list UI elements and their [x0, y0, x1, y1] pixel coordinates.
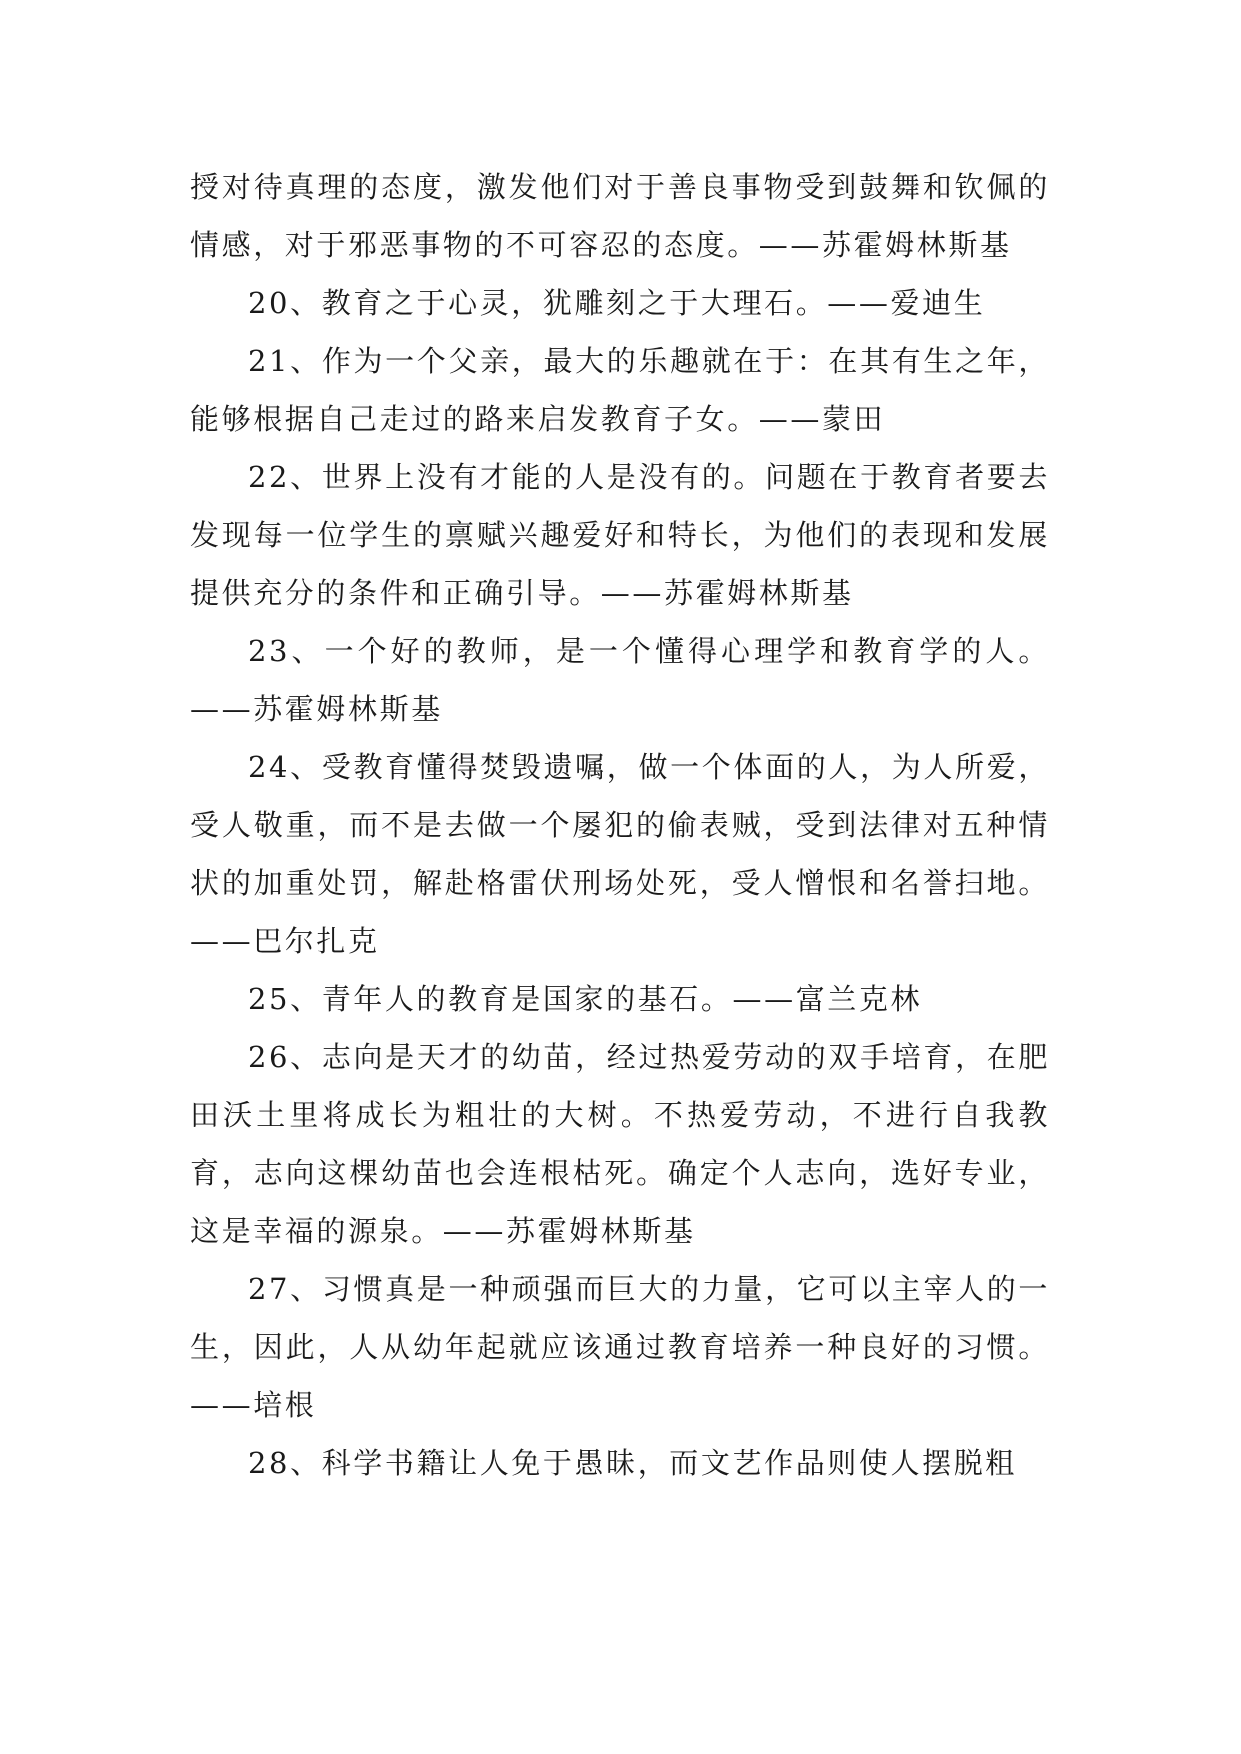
quote-24: 24、受教育懂得焚毁遗嘱，做一个体面的人，为人所爱，受人敬重，而不是去做一个屡犯的偷表贼，受到法律对五种情状的加重处罚，解赴格雷伏刑场处死，受人憎恨和名誉扫地。——巴尔扎克 — [190, 750, 1050, 958]
quote-20: 20、教育之于心灵，犹雕刻之于大理石。——爱迪生 — [248, 286, 986, 320]
quote-25: 25、青年人的教育是国家的基石。——富兰克林 — [248, 982, 923, 1016]
quote-22: 22、世界上没有才能的人是没有的。问题在于教育者要去发现每一位学生的禀赋兴趣爱好和特长，为他们的表现和发展提供充分的条件和正确引导。——苏霍姆林斯基 — [190, 460, 1050, 610]
quote-21: 21、作为一个父亲，最大的乐趣就在于：在其有生之年，能够根据自己走过的路来启发教育子女。——蒙田 — [190, 344, 1050, 436]
quote-26: 26、志向是天才的幼苗，经过热爱劳动的双手培育，在肥田沃土里将成长为粗壮的大树。不热爱劳动，不进行自我教育，志向这棵幼苗也会连根枯死。确定个人志向，选好专业，这是幸福的源泉。——苏霍姆林斯基 — [190, 1040, 1050, 1248]
quote-28: 28、科学书籍让人免于愚昧，而文艺作品则使人摆脱粗 — [248, 1446, 1017, 1480]
quote-27: 27、习惯真是一种顽强而巨大的力量，它可以主宰人的一生，因此，人从幼年起就应该通过教育培养一种良好的习惯。——培根 — [190, 1272, 1050, 1422]
document-body — [190, 158, 1050, 1492]
paragraph-continuation: 授对待真理的态度，激发他们对于善良事物受到鼓舞和钦佩的情感，对于邪恶事物的不可容忍的态度。——苏霍姆林斯基 — [190, 170, 1050, 262]
quote-23: 23、一个好的教师，是一个懂得心理学和教育学的人。——苏霍姆林斯基 — [190, 634, 1050, 726]
